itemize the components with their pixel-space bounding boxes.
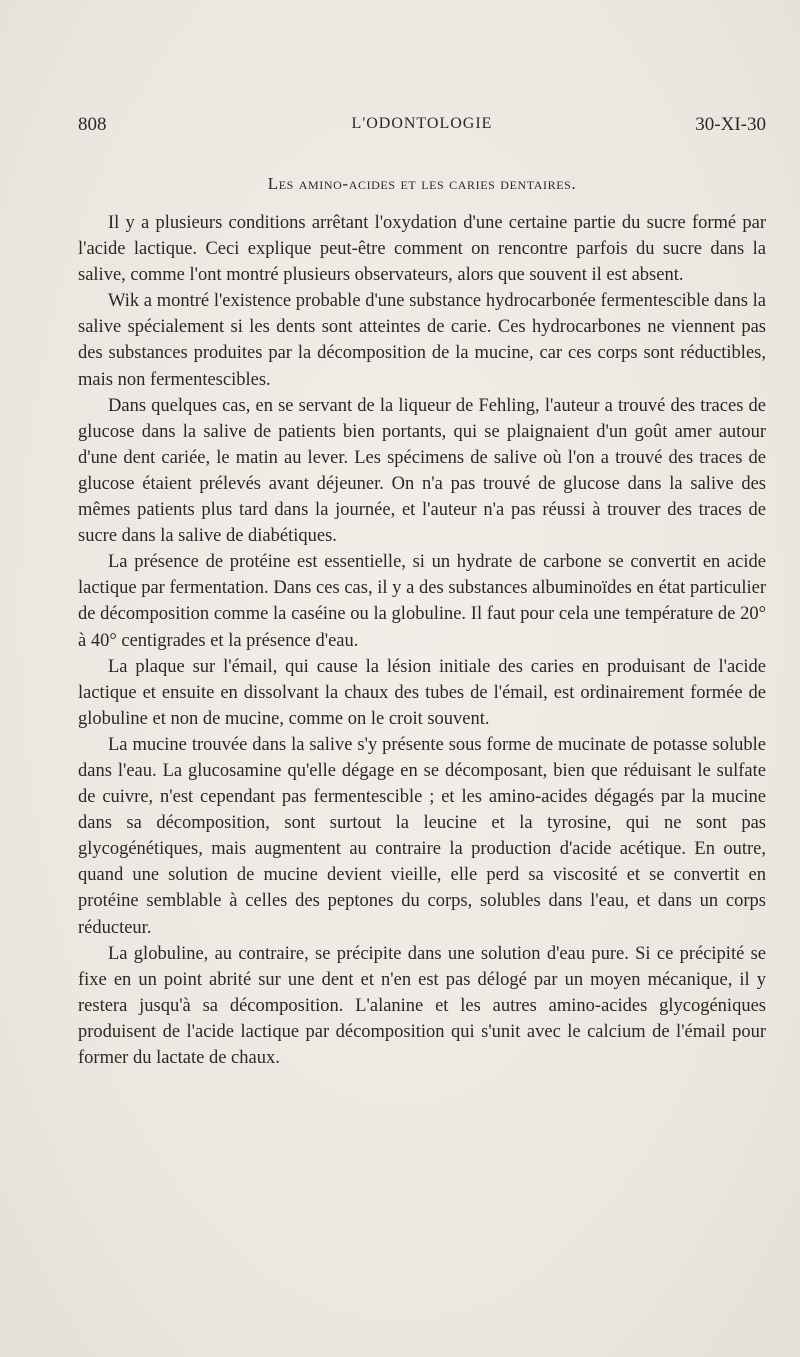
issue-date: 30-XI-30 [695,114,766,135]
running-head [78,114,766,138]
paragraph: Il y a plusieurs conditions arrêtant l'oxydation d'une certaine partie du sucre formé par l'acide lactique. Ceci explique peut-être comment on rencontre parfois du sucre dans la salive, comme l'ont montré plusieurs observateurs, alors que souvent il est absent. [78,213,766,286]
journal-title: L'ODONTOLOGIE [351,115,493,132]
page-number: 808 [78,114,107,135]
paragraph: La mucine trouvée dans la salive s'y présente sous forme de mucinate de potasse soluble dans l'eau. La glucosamine qu'elle dégage en se décomposant, bien que réduisant le sulfate de cuivre, n'est cependant pas fermentescible ; et les amino-acides dégagés par la mucine dans sa décomposition, sont surtout la leucine et la tyrosine, qui ne sont pas glycogénétiques, mais augmentent au contraire la production d'acide acétique. En outre, quand une solution de mucine devient vieille, elle perd sa viscosité et se convertit en protéine semblable à celles des peptones du corps, solubles dans l'eau, et dans un corps réducteur. [78,734,766,938]
paragraph: La globuline, au contraire, se précipite dans une solution d'eau pure. Si ce précipité se fixe en un point abrité sur une dent et n'en est pas délogé par un moyen mécanique, il y restera jusqu'à sa décomposition. L'alanine et les autres amino-acides glycogéniques produisent de l'acide lactique par décomposition qui s'unit avec le calcium de l'émail pour former du lactate de chaux. [78,943,766,1068]
paragraph: Wik a montré l'existence probable d'une substance hydrocarbonée fermentescible dans la salive spécialement si les dents sont atteintes de carie. Ces hydrocarbones ne viennent pas des substances produites par la décomposition de la mucine, car ces corps sont réductibles, mais non fermentescibles. [78,291,766,390]
paragraph: La présence de protéine est essentielle, si un hydrate de carbone se convertit en acide lactique par fermentation. Dans ces cas, il y a des substances albuminoïdes en état particulier de décomposition comme la caséine ou la globuline. Il faut pour cela une température de 20° à 40° centigrades et la présence d'eau. [78,552,766,651]
paragraph: Dans quelques cas, en se servant de la liqueur de Fehling, l'auteur a trouvé des traces de glucose dans la salive de patients bien portants, qui se plaignaient d'un goût amer autour d'une dent cariée, le matin au lever. Les spécimens de salive où l'on a trouvé des traces de glucose étaient prélevés avant déjeuner. On n'a pas trouvé de glucose dans la salive des mêmes patients plus tard dans la journée, et l'auteur n'a pas réussi à trouver des traces de sucre dans la salive de diabétiques. [78,395,766,547]
paragraph: La plaque sur l'émail, qui cause la lésion initiale des caries en produisant de l'acide lactique et ensuite en dissolvant la chaux des tubes de l'émail, est ordinairement formée de globuline et non de mucine, comme on le croit souvent. [78,656,766,729]
article-body [78,210,766,1071]
article-title: Les amino-acides et les caries dentaires. [267,174,577,193]
